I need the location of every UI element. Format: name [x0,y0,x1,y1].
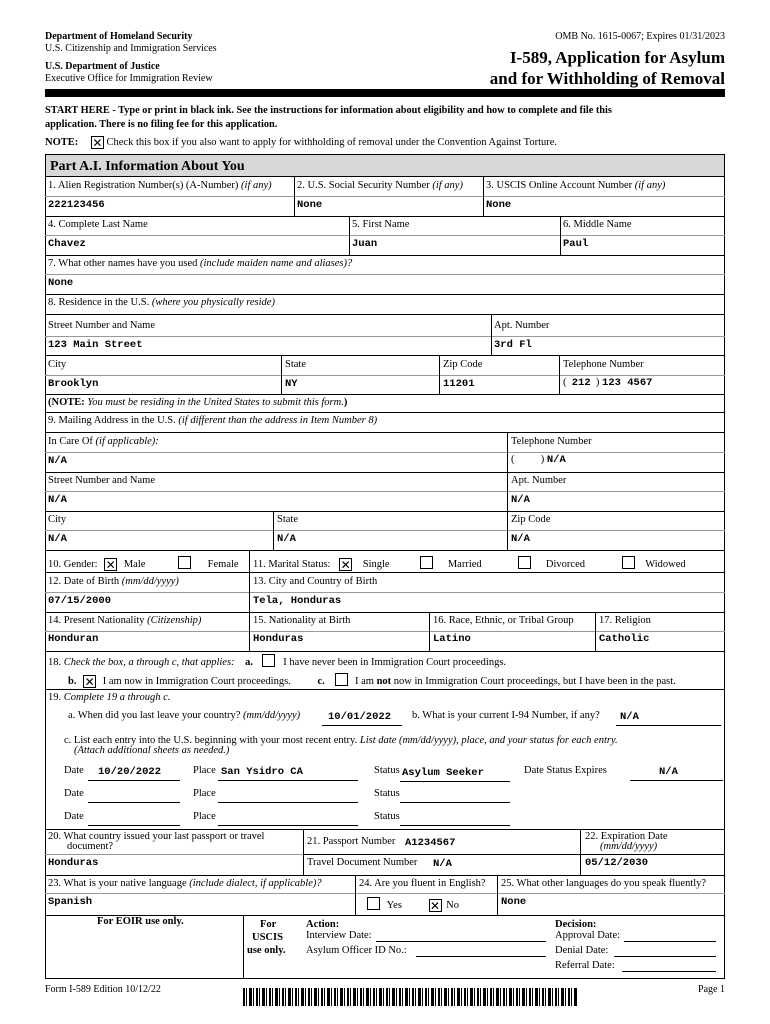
uscis-use-label2: USCIS [252,932,283,943]
res-street-field[interactable]: 123 Main Street [48,339,143,351]
res-apt-label: Apt. Number [494,320,550,331]
entry2-status-label: Status [374,788,400,799]
entry2-date-label: Date [64,788,84,799]
last-name-label: 4. Complete Last Name [48,219,148,230]
res-state-field[interactable]: NY [285,378,298,390]
entry3-place-field[interactable] [218,825,358,826]
passport-number-field[interactable]: A1234567 [405,837,456,849]
gender-male-checkbox[interactable]: ✕ [105,558,116,572]
middle-name-field[interactable]: Paul [563,238,589,250]
native-language-field[interactable]: Spanish [48,896,93,908]
mail-state-label: State [277,514,298,525]
officer-id-label: Asylum Officer ID No.: [306,945,407,956]
mail-apt-field[interactable]: N/A [511,494,530,506]
ethnic-field[interactable]: Latino [433,633,471,645]
passport-country-label: 20. What country issued your last passport or travel [48,831,265,842]
mailing-label: 9. Mailing Address in the U.S. (if different than the address in Item Number 8) [48,415,378,426]
nationality-field[interactable]: Honduran [48,633,99,645]
entry2-date-field[interactable] [88,802,180,803]
native-language-label: 23. What is your native language (include dialect, if applicable)? [48,878,322,889]
entry3-place-label: Place [193,811,216,822]
entry3-date-label: Date [64,811,84,822]
passport-number-label: 21. Passport Number [307,836,396,847]
note-label: NOTE: [45,137,79,148]
mail-zip-field[interactable]: N/A [511,533,530,545]
i94-field[interactable]: N/A [620,711,639,723]
mail-phone-label: Telephone Number [511,436,592,447]
entry1-status-field[interactable]: Asylum Seeker [402,767,484,779]
court-now-checkbox[interactable]: ✕ [84,675,95,689]
first-name-field[interactable]: Juan [352,238,378,250]
uscis-account-label: 3. USCIS Online Account Number (if any) [486,180,666,191]
entry2-place-label: Place [193,788,216,799]
birth-nationality-label: 15. Nationality at Birth [253,615,351,626]
mail-street-field[interactable]: N/A [48,494,67,506]
denial-date-field[interactable] [614,956,716,957]
birthplace-field[interactable]: Tela, Honduras [253,595,342,607]
other-names-label: 7. What other names have you used (include maiden name and aliases)? [48,258,353,269]
entry1-place-label: Place [193,765,216,776]
entry-list-note: (Attach additional sheets as needed.) [74,745,230,756]
res-state-label: State [285,359,306,370]
note-text: Check this box if you also want to apply for withholding of removal under the Convention Against Torture. [106,137,558,148]
marital-widowed-checkbox[interactable] [622,556,635,569]
agency-dhs: Department of Homeland Security [45,31,193,42]
entry1-date-label: Date [64,765,84,776]
entry1-expires-label: Date Status Expires [524,765,607,776]
intro-note [45,136,557,149]
form-barcode [243,988,577,1006]
form-title-line2: and for Withholding of Removal [489,69,725,88]
travel-doc-field[interactable]: N/A [433,858,452,870]
residence-label: 8. Residence in the U.S. (where you physically reside) [48,297,275,308]
expiration-format: (mm/dd/yyyy) [600,841,658,852]
expiration-label: 22. Expiration Date [585,831,668,842]
mail-zip-label: Zip Code [511,514,551,525]
res-apt-field[interactable]: 3rd Fl [494,339,532,351]
nationality-label: 14. Present Nationality (Citizenship) [48,615,202,626]
form-title-line1: I-589, Application for Asylum [509,48,725,67]
mail-apt-label: Apt. Number [511,475,567,486]
passport-country-label2: document? [67,841,114,852]
careof-label: In Care Of (if applicable): [48,436,159,447]
referral-date-label: Referral Date: [555,960,615,971]
court-never-checkbox[interactable] [262,654,275,667]
omb-number: OMB No. 1615-0067; Expires 01/31/2023 [555,31,725,42]
mail-city-field[interactable]: N/A [48,533,67,545]
i94-label: b. What is your current I-94 Number, if any? [412,710,600,721]
court-group-line2: b. ✕ I am now in Immigration Court proceedings. c. I am not now in Immigration Court proceedings, but I have been in the past. [68,675,676,689]
middle-name-label: 6. Middle Name [563,219,632,230]
english-yes-checkbox[interactable] [367,897,380,910]
first-name-label: 5. First Name [352,219,410,230]
eoir-use-label: For EOIR use only. [97,916,184,927]
page-number: Page 1 [698,984,725,995]
ssn-label: 2. U.S. Social Security Number (if any) [297,180,463,191]
gender-group: 10. Gender: ✕ Male Female [48,558,239,572]
officer-id-field[interactable] [416,956,546,957]
travel-doc-label: Travel Document Number [307,857,418,868]
court-group-line1: 18. Check the box, a through c, that applies: a. I have never been in Immigration Court proceedings. [48,654,506,668]
dob-field[interactable]: 07/15/2000 [48,595,112,607]
alien-number-field[interactable]: 222123456 [48,199,105,211]
religion-label: 17. Religion [599,615,651,626]
ssn-field[interactable]: None [297,199,323,211]
agency-uscis: U.S. Citizenship and Immigration Services [45,43,217,54]
agency-eoir: Executive Office for Immigration Review [45,73,213,84]
res-zip-field[interactable]: 11201 [443,378,475,390]
fluent-english-label: 24. Are you fluent in English? [359,878,486,889]
agency-doj: U.S. Department of Justice [45,61,160,72]
entry1-status-label: Status [374,765,400,776]
interview-date-field[interactable] [376,941,546,942]
last-left-label: a. When did you last leave your country? (mm/dd/yyyy) [68,710,301,721]
english-no-checkbox[interactable]: ✕ [430,899,441,913]
res-phone-field[interactable]: ( 212 ) 123 4567 [563,377,653,389]
uscis-account-field[interactable]: None [486,199,512,211]
other-languages-label: 25. What other languages do you speak fluently? [501,878,707,889]
entry1-place-field[interactable]: San Ysidro CA [221,766,303,778]
marital-single-checkbox[interactable]: ✕ [340,558,351,572]
intro-line1: START HERE - Type or print in black ink. See the instructions for information about eligibility and how to complete and file this [45,105,612,116]
uscis-use-label3: use only. [247,945,286,956]
res-city-label: City [48,359,67,370]
approval-date-field[interactable] [624,941,716,942]
action-label: Action: [306,919,340,930]
res-phone-label: Telephone Number [563,359,644,370]
birthplace-label: 13. City and Country of Birth [253,576,378,587]
expiration-field[interactable]: 05/12/2030 [585,857,649,869]
mail-street-label: Street Number and Name [48,475,156,486]
entry2-status-field[interactable] [400,802,510,803]
entry1-expires-field[interactable]: N/A [659,766,678,778]
other-languages-field[interactable]: None [501,896,527,908]
gender-female-checkbox[interactable] [178,556,191,569]
entry-instructions: 19. Complete 19 a through c. [48,692,171,703]
dob-label: 12. Date of Birth (mm/dd/yyyy) [48,576,179,587]
res-city-field[interactable]: Brooklyn [48,378,99,390]
uscis-use-label1: For [260,919,277,930]
header-rule [45,89,725,97]
referral-date-field[interactable] [622,971,716,972]
ethnic-label: 16. Race, Ethnic, or Tribal Group [433,615,574,626]
entry-list-label: c. List each entry into the U.S. beginning with your most recent entry. List date (mm/dd/yyyy), place, and your status for each entry. [64,735,618,746]
religion-field[interactable]: Catholic [599,633,650,645]
mail-phone-field[interactable]: ( ) N/A [511,454,566,466]
entry2-place-field[interactable] [218,802,358,803]
fluent-english-group: Yes ✕ No [367,897,459,912]
other-names-field[interactable]: None [48,277,74,289]
entry1-date-field[interactable]: 10/20/2022 [98,766,162,778]
entry3-status-field[interactable] [400,825,510,826]
part-title: Part A.I. Information About You [46,155,724,177]
residence-note: (NOTE: You must be residing in the United States to submit this form.) [48,397,348,408]
last-name-field[interactable]: Chavez [48,238,86,250]
marital-married-checkbox[interactable] [420,556,433,569]
form-edition: Form I-589 Edition 10/12/22 [45,984,161,995]
alien-number-label: 1. Alien Registration Number(s) (A-Number) (if any) [48,180,272,191]
passport-country-field[interactable]: Honduras [48,857,99,869]
marital-group: 11. Marital Status: ✕ Single Married Divorced Widowed [253,558,686,572]
denial-date-label: Denial Date: [555,945,609,956]
decision-label: Decision: [555,919,597,930]
res-zip-label: Zip Code [443,359,483,370]
entry3-date-field[interactable] [88,825,180,826]
entry3-status-label: Status [374,811,400,822]
court-past-checkbox[interactable] [335,673,348,686]
careof-field[interactable]: N/A [48,455,67,467]
marital-divorced-checkbox[interactable] [518,556,531,569]
interview-date-label: Interview Date: [306,930,372,941]
last-left-field[interactable]: 10/01/2022 [328,711,392,723]
mail-state-field[interactable]: N/A [277,533,296,545]
intro-line2: application. There is no filing fee for this application. [45,119,278,130]
birth-nationality-field[interactable]: Honduras [253,633,304,645]
approval-date-label: Approval Date: [555,930,621,941]
res-street-label: Street Number and Name [48,320,156,331]
mail-city-label: City [48,514,67,525]
cat-withholding-checkbox[interactable]: ✕ [92,136,103,150]
